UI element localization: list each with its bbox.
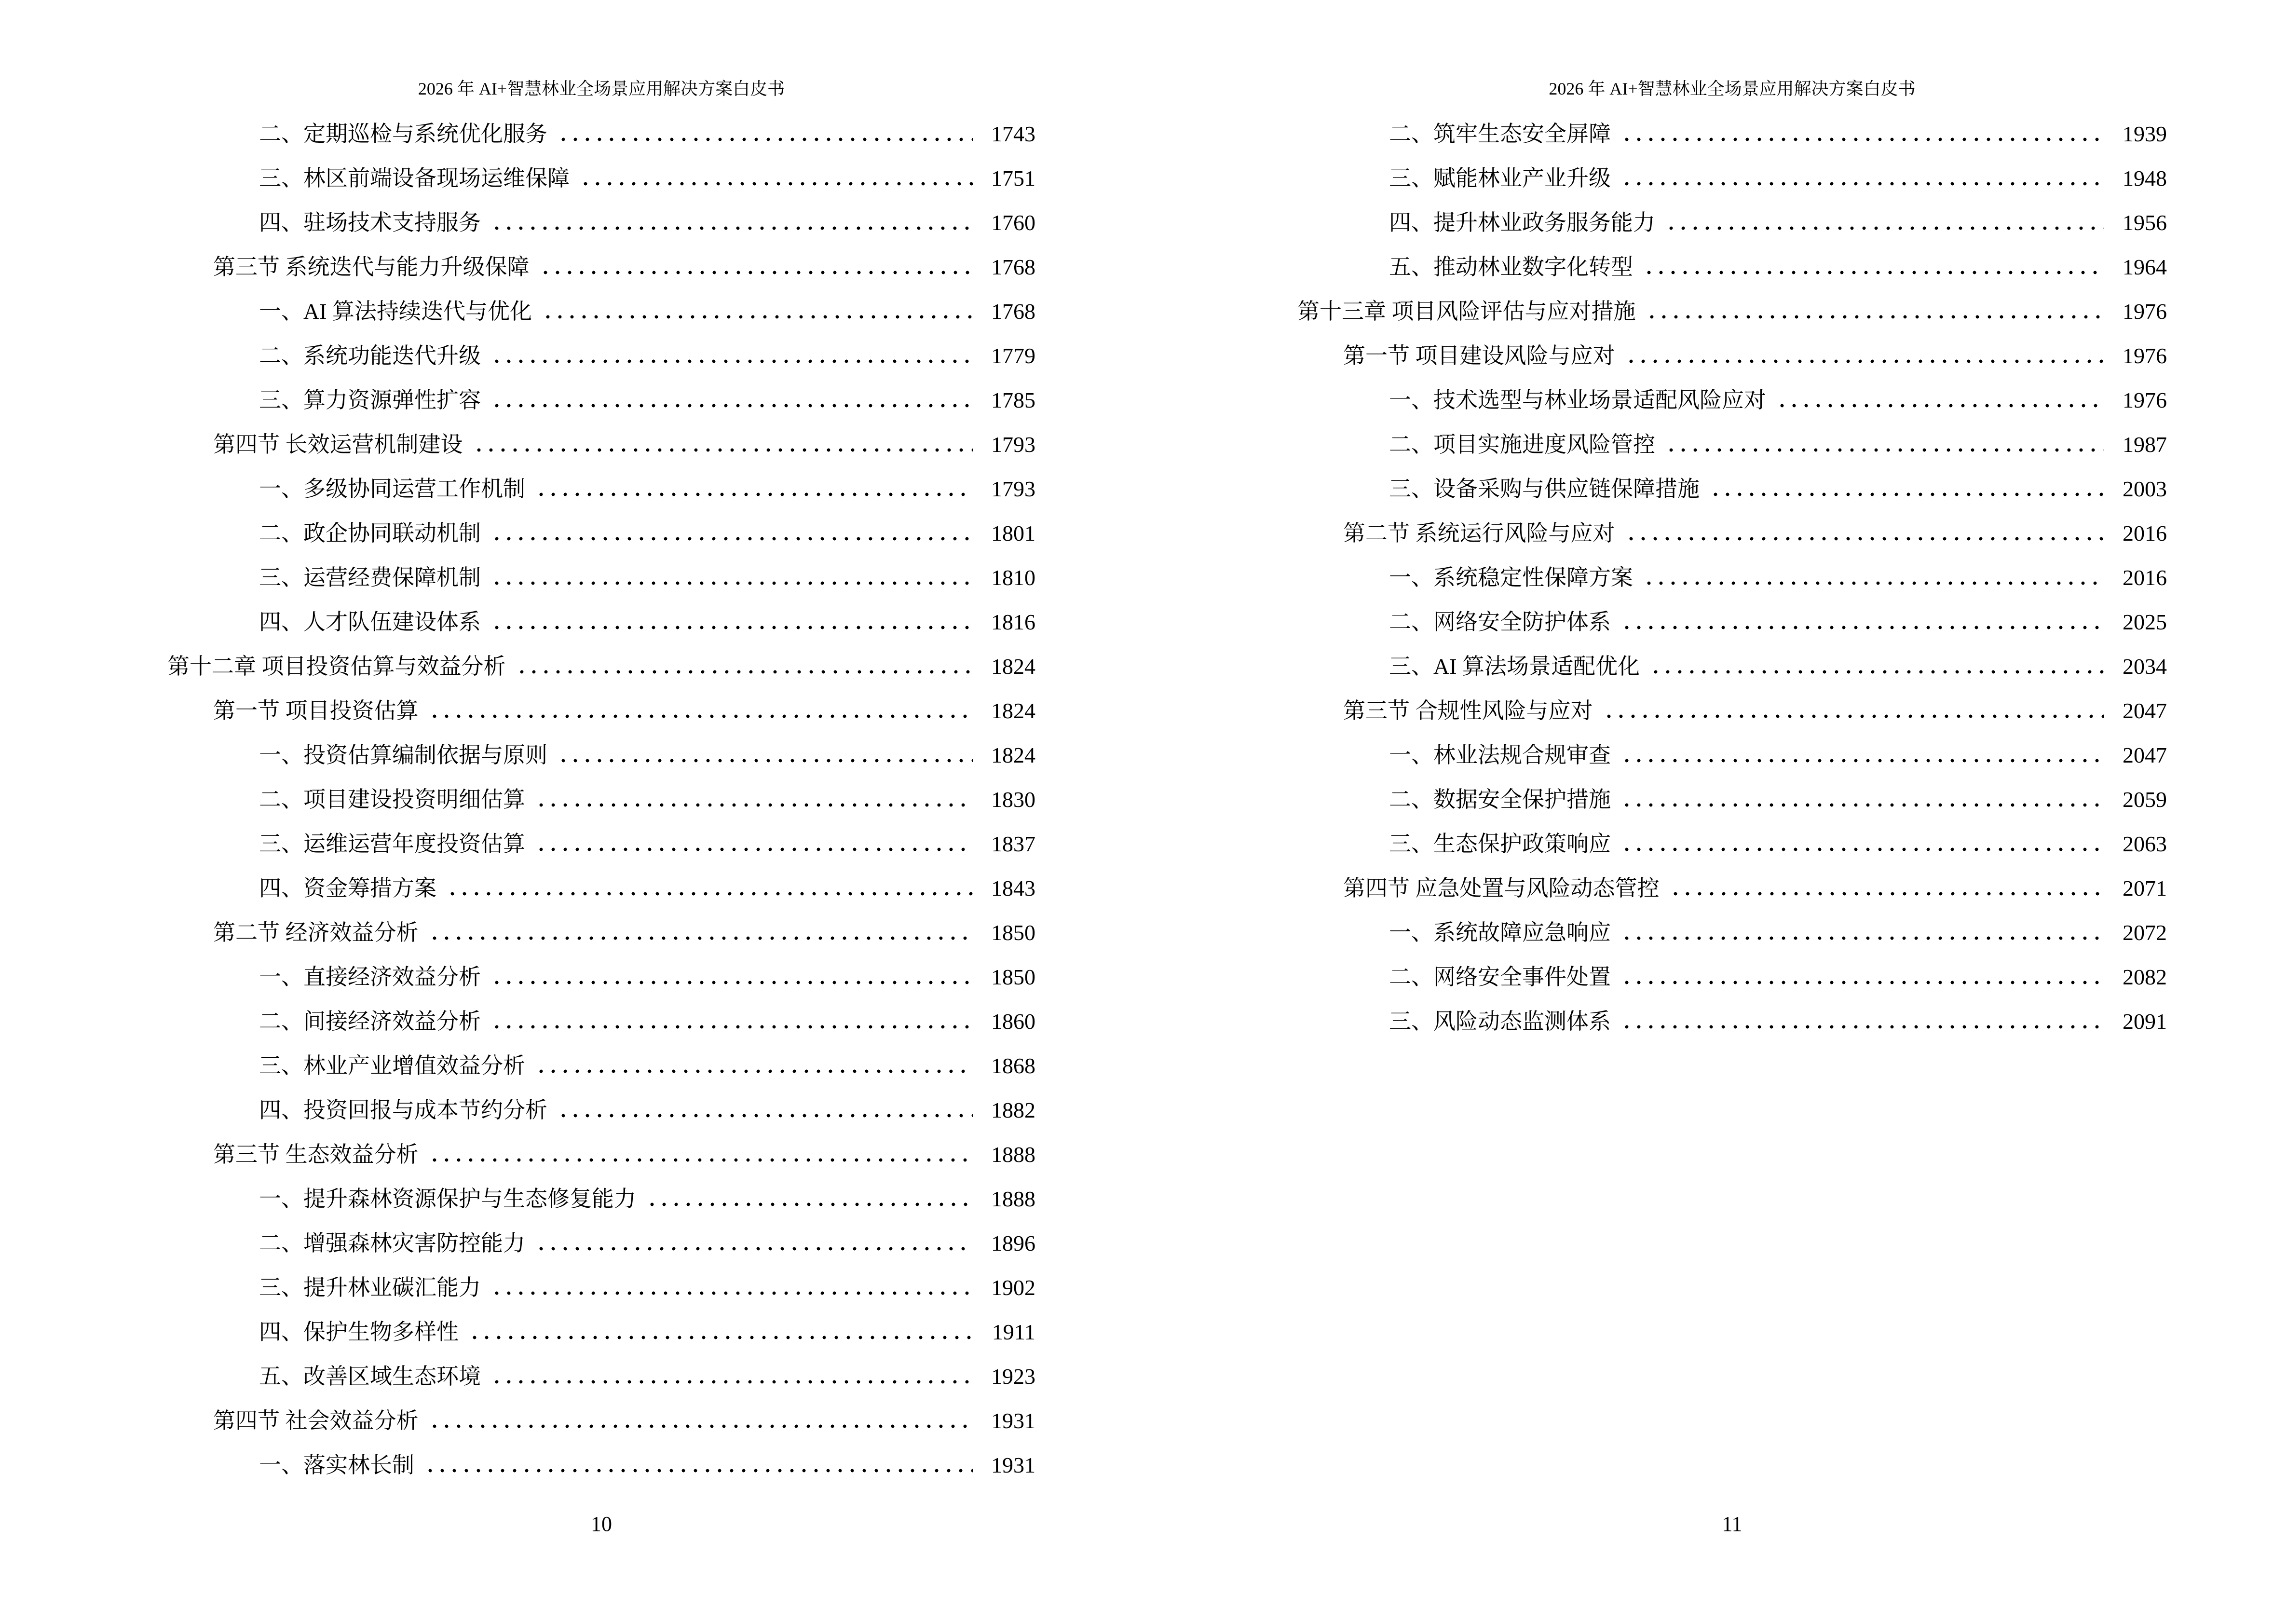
toc-entry-page-ref: 2059	[2123, 787, 2167, 812]
dot-leader	[583, 181, 973, 186]
toc-entry[interactable]	[1297, 411, 2167, 456]
toc-entry[interactable]	[167, 722, 1035, 766]
toc-entry-page-ref: 2003	[2123, 477, 2167, 501]
toc-entry-page-ref: 1768	[991, 299, 1035, 324]
document-title: 2026 年 AI+智慧林业全场景应用解决方案白皮书	[1549, 79, 1916, 98]
toc-entry-page-ref: 1964	[2123, 255, 2167, 279]
toc-entry-page-ref: 1768	[991, 255, 1035, 279]
toc-entry-title: 第四节 社会效益分析	[213, 1408, 419, 1433]
toc-entry-page-ref: 1956	[2123, 210, 2167, 235]
dot-leader	[494, 1024, 973, 1029]
dot-leader	[428, 1468, 973, 1473]
toc-entry[interactable]	[167, 323, 1035, 367]
toc-entry-page-ref: 1793	[991, 477, 1035, 501]
toc-entry[interactable]	[167, 1255, 1035, 1299]
dot-leader	[1669, 448, 2104, 452]
dot-leader	[1780, 403, 2104, 408]
dot-leader	[494, 403, 973, 408]
toc-entry-title: 二、网络安全防护体系	[1389, 610, 1611, 634]
toc-entry-title: 四、驻场技术支持服务	[259, 210, 481, 235]
toc-entry-title: 二、政企协同联动机制	[259, 521, 481, 546]
dot-leader	[494, 980, 973, 985]
toc-entry[interactable]	[167, 545, 1035, 589]
toc-entry-page-ref: 1824	[991, 743, 1035, 767]
toc-entry-page-ref: 1843	[991, 876, 1035, 901]
toc-entry-title: 第一节 项目投资估算	[213, 698, 419, 723]
dot-leader	[472, 1335, 974, 1340]
toc-list	[167, 101, 1035, 1476]
toc-entry[interactable]	[167, 278, 1035, 323]
dot-leader	[1624, 803, 2104, 807]
toc-entry-title: 二、增强森林灾害防控能力	[259, 1231, 525, 1256]
dot-leader	[1629, 536, 2105, 541]
toc-entry-title: 三、提升林业碳汇能力	[259, 1275, 481, 1300]
toc-entry[interactable]	[1297, 678, 2167, 722]
toc-entry[interactable]	[167, 633, 1035, 678]
toc-entry-title: 五、改善区域生态环境	[259, 1364, 481, 1389]
toc-entry-page-ref: 1751	[991, 166, 1035, 191]
toc-entry-title: 一、直接经济效益分析	[259, 965, 481, 989]
dot-leader	[1624, 847, 2104, 852]
dot-leader	[1624, 625, 2104, 630]
toc-entry-title: 二、间接经济效益分析	[259, 1009, 481, 1034]
page-header	[1297, 80, 2167, 99]
toc-entry[interactable]	[1297, 944, 2167, 988]
toc-entry-title: 四、保护生物多样性	[259, 1320, 459, 1344]
toc-entry[interactable]	[1297, 278, 2167, 323]
toc-entry[interactable]	[167, 145, 1035, 190]
toc-entry-title: 三、生态保护政策响应	[1389, 832, 1611, 856]
toc-entry-title: 三、设备采购与供应链保障措施	[1389, 477, 1700, 501]
toc-entry[interactable]	[1297, 811, 2167, 855]
dot-leader	[1647, 581, 2104, 586]
dot-leader	[1653, 669, 2104, 674]
toc-entry-title: 第三节 生态效益分析	[213, 1142, 419, 1167]
toc-entry-page-ref: 1882	[991, 1098, 1035, 1122]
dot-leader	[539, 1069, 973, 1074]
toc-entry-page-ref: 1824	[991, 654, 1035, 679]
toc-entry-title: 三、运维运营年度投资估算	[259, 832, 525, 856]
toc-entry-page-ref: 1888	[991, 1142, 1035, 1167]
dot-leader	[561, 137, 973, 142]
toc-entry[interactable]	[1297, 234, 2167, 278]
toc-entry-title: 五、推动林业数字化转型	[1389, 255, 1633, 279]
toc-entry-page-ref: 1779	[991, 343, 1035, 368]
toc-entry[interactable]	[1297, 722, 2167, 766]
dot-leader	[494, 359, 973, 364]
toc-entry-title: 一、系统故障应急响应	[1389, 920, 1611, 945]
dot-leader	[519, 669, 973, 674]
toc-entry-page-ref: 1868	[991, 1053, 1035, 1078]
toc-entry[interactable]	[167, 589, 1035, 633]
toc-entry-title: 一、落实林长制	[259, 1453, 414, 1477]
toc-entry-page-ref: 1902	[991, 1275, 1035, 1300]
toc-entry-title: 二、筑牢生态安全屏障	[1389, 122, 1611, 146]
toc-entry-title: 一、系统稳定性保障方案	[1389, 565, 1633, 590]
toc-entry[interactable]	[167, 1210, 1035, 1255]
dot-leader	[494, 1379, 973, 1384]
toc-entry-title: 二、网络安全事件处置	[1389, 965, 1611, 989]
toc-entry-page-ref: 2034	[2123, 654, 2167, 679]
toc-entry[interactable]	[167, 456, 1035, 500]
dot-leader	[450, 891, 973, 896]
toc-entry-title: 第四节 长效运营机制建设	[213, 432, 463, 457]
toc-entry[interactable]	[1297, 988, 2167, 1033]
document-title: 2026 年 AI+智慧林业全场景应用解决方案白皮书	[418, 79, 785, 98]
dot-leader	[1606, 714, 2105, 719]
dot-leader	[543, 270, 973, 275]
toc-entry[interactable]	[167, 1343, 1035, 1388]
dot-leader	[650, 1202, 973, 1207]
dot-leader	[432, 1158, 973, 1162]
toc-page-right	[1297, 0, 2167, 1624]
toc-entry[interactable]	[167, 678, 1035, 722]
toc-entry-title: 二、系统功能迭代升级	[259, 343, 481, 368]
dot-leader	[1647, 270, 2104, 275]
toc-entry[interactable]	[167, 234, 1035, 278]
toc-entry-title: 一、多级协同运营工作机制	[259, 477, 525, 501]
dot-leader	[561, 758, 973, 763]
toc-entry-page-ref: 1743	[991, 122, 1035, 146]
dot-leader	[1624, 137, 2104, 142]
toc-entry-page-ref: 1850	[991, 965, 1035, 989]
toc-entry[interactable]	[1297, 101, 2167, 145]
toc-entry[interactable]	[167, 1432, 1035, 1476]
dot-leader	[494, 581, 973, 586]
dot-leader	[1624, 181, 2104, 186]
dot-leader	[1669, 226, 2104, 231]
toc-entry-page-ref: 1785	[991, 388, 1035, 412]
toc-entry-page-ref: 1976	[2123, 299, 2167, 324]
dot-leader	[539, 492, 973, 497]
toc-entry[interactable]	[1297, 500, 2167, 545]
toc-entry[interactable]	[167, 1166, 1035, 1210]
toc-entry-title: 第十二章 项目投资估算与效益分析	[167, 654, 506, 679]
toc-page-left	[167, 0, 1035, 1624]
toc-entry-page-ref: 2072	[2123, 920, 2167, 945]
toc-entry[interactable]	[167, 811, 1035, 855]
toc-entry-title: 第一节 项目建设风险与应对	[1343, 343, 1615, 368]
toc-entry-title: 第二节 经济效益分析	[213, 920, 419, 945]
toc-entry-page-ref: 1987	[2123, 432, 2167, 457]
toc-entry-page-ref: 2025	[2123, 610, 2167, 634]
dot-leader	[1629, 359, 2105, 364]
toc-entry[interactable]	[167, 855, 1035, 900]
toc-entry-page-ref: 1948	[2123, 166, 2167, 191]
toc-entry[interactable]	[167, 900, 1035, 944]
page-footer	[1297, 1514, 2167, 1535]
dot-leader	[432, 1424, 973, 1429]
toc-entry[interactable]	[167, 944, 1035, 988]
toc-entry[interactable]	[1297, 633, 2167, 678]
dot-leader	[1624, 936, 2104, 941]
toc-entry-page-ref: 1896	[991, 1231, 1035, 1256]
toc-entry-title: 二、项目建设投资明细估算	[259, 787, 525, 812]
toc-entry-page-ref: 1923	[991, 1364, 1035, 1389]
toc-entry[interactable]	[1297, 456, 2167, 500]
toc-entry-page-ref: 1837	[991, 832, 1035, 856]
toc-entry-page-ref: 2091	[2123, 1009, 2167, 1034]
toc-entry[interactable]	[167, 1077, 1035, 1121]
dot-leader	[561, 1113, 973, 1118]
toc-entry-page-ref: 1931	[991, 1408, 1035, 1433]
toc-entry-title: 四、资金筹措方案	[259, 876, 436, 901]
toc-entry-page-ref: 1816	[991, 610, 1035, 634]
dot-leader	[539, 847, 973, 852]
dot-leader	[1673, 891, 2105, 896]
toc-entry-page-ref: 1976	[2123, 343, 2167, 368]
toc-entry-page-ref: 1939	[2123, 122, 2167, 146]
toc-entry-title: 四、人才队伍建设体系	[259, 610, 481, 634]
dot-leader	[1713, 492, 2104, 497]
page-number: 10	[591, 1512, 612, 1536]
toc-list	[1297, 101, 2167, 1033]
toc-entry[interactable]	[1297, 900, 2167, 944]
toc-entry-title: 第三节 系统迭代与能力升级保障	[213, 255, 530, 279]
toc-entry-title: 第二节 系统运行风险与应对	[1343, 521, 1615, 546]
toc-entry-page-ref: 2063	[2123, 832, 2167, 856]
toc-entry[interactable]	[1297, 367, 2167, 411]
toc-entry-page-ref: 2047	[2123, 743, 2167, 767]
toc-entry[interactable]	[167, 1121, 1035, 1166]
toc-entry-title: 第四节 应急处置与风险动态管控	[1343, 876, 1660, 901]
dot-leader	[545, 314, 973, 319]
dot-leader	[432, 714, 973, 719]
toc-entry[interactable]	[167, 988, 1035, 1033]
toc-entry-title: 一、AI 算法持续迭代与优化	[259, 299, 532, 324]
toc-entry[interactable]	[167, 367, 1035, 411]
toc-entry-page-ref: 1801	[991, 521, 1035, 546]
dot-leader	[1649, 314, 2105, 319]
toc-entry-title: 一、林业法规合规审查	[1389, 743, 1611, 767]
toc-entry-title: 第十三章 项目风险评估与应对措施	[1297, 299, 1636, 324]
toc-entry-title: 二、定期巡检与系统优化服务	[259, 122, 547, 146]
toc-entry-page-ref: 2047	[2123, 698, 2167, 723]
dot-leader	[494, 226, 973, 231]
page-footer	[167, 1514, 1035, 1535]
toc-entry[interactable]	[1297, 589, 2167, 633]
toc-entry-title: 三、风险动态监测体系	[1389, 1009, 1611, 1034]
toc-entry-page-ref: 1810	[991, 565, 1035, 590]
dot-leader	[494, 625, 973, 630]
toc-entry-title: 四、投资回报与成本节约分析	[259, 1098, 547, 1122]
toc-entry-title: 三、运营经费保障机制	[259, 565, 481, 590]
toc-entry-title: 二、数据安全保护措施	[1389, 787, 1611, 812]
toc-entry[interactable]	[167, 766, 1035, 811]
dot-leader	[539, 1246, 973, 1251]
toc-entry[interactable]	[1297, 766, 2167, 811]
dot-leader	[1624, 980, 2104, 985]
toc-entry-page-ref: 1760	[991, 210, 1035, 235]
toc-entry-page-ref: 1824	[991, 698, 1035, 723]
dot-leader	[539, 803, 973, 807]
dot-leader	[1624, 1024, 2104, 1029]
toc-entry-title: 三、AI 算法场景适配优化	[1389, 654, 1640, 679]
toc-entry-page-ref: 1793	[991, 432, 1035, 457]
toc-entry-title: 四、提升林业政务服务能力	[1389, 210, 1655, 235]
dot-leader	[494, 536, 973, 541]
toc-entry-title: 第三节 合规性风险与应对	[1343, 698, 1593, 723]
toc-entry-title: 三、林区前端设备现场运维保障	[259, 166, 570, 191]
toc-entry[interactable]	[1297, 145, 2167, 190]
toc-entry-page-ref: 1830	[991, 787, 1035, 812]
toc-entry[interactable]	[167, 190, 1035, 234]
toc-entry-page-ref: 2082	[2123, 965, 2167, 989]
toc-entry-page-ref: 2071	[2123, 876, 2167, 901]
toc-entry[interactable]	[1297, 323, 2167, 367]
toc-entry-title: 三、赋能林业产业升级	[1389, 166, 1611, 191]
dot-leader	[432, 936, 973, 941]
toc-entry[interactable]	[1297, 545, 2167, 589]
toc-entry-page-ref: 1911	[992, 1320, 1035, 1344]
toc-entry-page-ref: 1860	[991, 1009, 1035, 1034]
toc-entry-page-ref: 1850	[991, 920, 1035, 945]
toc-entry-page-ref: 2016	[2123, 521, 2167, 546]
toc-entry[interactable]	[167, 1388, 1035, 1432]
toc-entry-page-ref: 1888	[991, 1187, 1035, 1211]
toc-entry[interactable]	[167, 1299, 1035, 1343]
toc-entry-title: 二、项目实施进度风险管控	[1389, 432, 1655, 457]
toc-entry-title: 一、技术选型与林业场景适配风险应对	[1389, 388, 1766, 412]
toc-entry-page-ref: 1976	[2123, 388, 2167, 412]
toc-entry[interactable]	[167, 1033, 1035, 1077]
toc-entry-page-ref: 1931	[991, 1453, 1035, 1477]
toc-entry[interactable]	[1297, 190, 2167, 234]
dot-leader	[1624, 758, 2104, 763]
toc-entry[interactable]	[167, 101, 1035, 145]
toc-entry[interactable]	[167, 500, 1035, 545]
toc-entry[interactable]	[167, 411, 1035, 456]
toc-entry-page-ref: 2016	[2123, 565, 2167, 590]
page-header	[167, 80, 1035, 99]
toc-entry-title: 一、投资估算编制依据与原则	[259, 743, 547, 767]
page-number: 11	[1722, 1512, 1742, 1536]
dot-leader	[494, 1291, 973, 1296]
toc-entry-title: 三、算力资源弹性扩容	[259, 388, 481, 412]
dot-leader	[476, 448, 973, 452]
toc-entry[interactable]	[1297, 855, 2167, 900]
toc-entry-title: 一、提升森林资源保护与生态修复能力	[259, 1187, 636, 1211]
toc-entry-title: 三、林业产业增值效益分析	[259, 1053, 525, 1078]
